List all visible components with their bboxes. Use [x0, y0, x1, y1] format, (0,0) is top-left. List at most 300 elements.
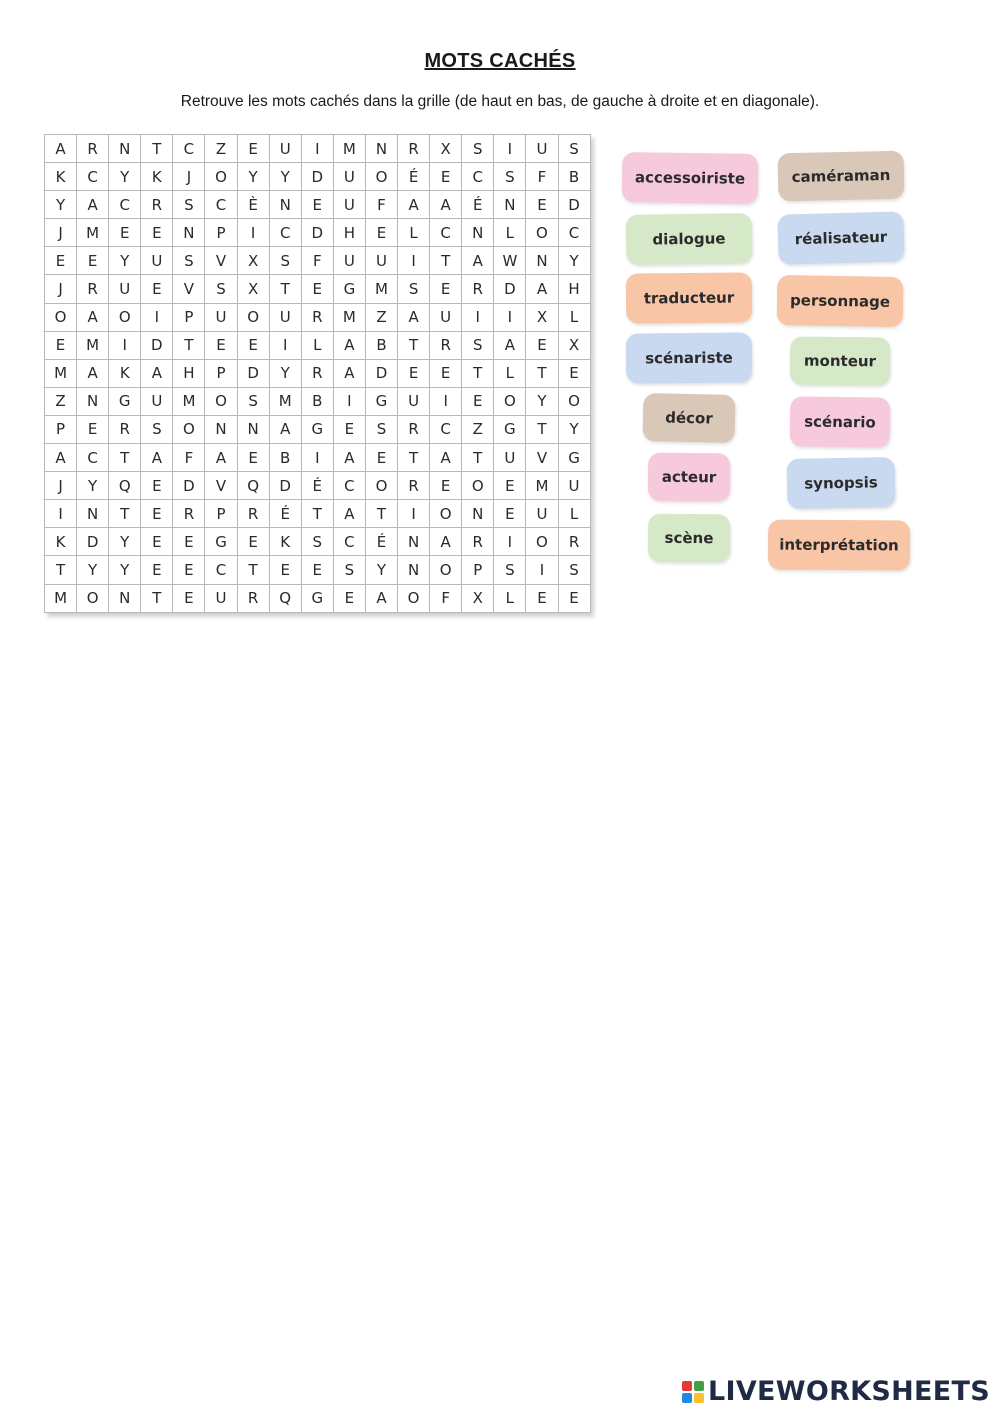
grid-cell[interactable]: K	[109, 359, 141, 387]
grid-cell[interactable]: É	[365, 528, 397, 556]
grid-cell[interactable]: Y	[558, 247, 590, 275]
grid-cell[interactable]: I	[301, 135, 333, 163]
grid-cell[interactable]: L	[494, 219, 526, 247]
grid-cell[interactable]: N	[462, 500, 494, 528]
grid-cell[interactable]: D	[77, 528, 109, 556]
grid-cell[interactable]: U	[269, 303, 301, 331]
grid-cell[interactable]: A	[77, 191, 109, 219]
grid-cell[interactable]: L	[558, 500, 590, 528]
grid-cell[interactable]: S	[398, 275, 430, 303]
grid-cell[interactable]: V	[173, 275, 205, 303]
grid-cell[interactable]: C	[430, 219, 462, 247]
grid-cell[interactable]: P	[462, 556, 494, 584]
grid-cell[interactable]: A	[77, 303, 109, 331]
grid-row	[45, 556, 591, 584]
grid-cell[interactable]: B	[558, 163, 590, 191]
grid-cell[interactable]: S	[462, 135, 494, 163]
grid-cell[interactable]: U	[333, 163, 365, 191]
grid-cell[interactable]: U	[141, 247, 173, 275]
grid-cell[interactable]: E	[77, 247, 109, 275]
grid-cell[interactable]: V	[526, 444, 558, 472]
grid-cell[interactable]: M	[526, 472, 558, 500]
grid-cell[interactable]: É	[301, 472, 333, 500]
grid-cell[interactable]: E	[141, 556, 173, 584]
grid-cell[interactable]: D	[141, 331, 173, 359]
grid-cell[interactable]: E	[430, 163, 462, 191]
grid-cell[interactable]: T	[462, 444, 494, 472]
grid-cell[interactable]: G	[494, 415, 526, 443]
grid-cell[interactable]: O	[237, 303, 269, 331]
grid-cell[interactable]: C	[430, 415, 462, 443]
grid-cell[interactable]: A	[141, 359, 173, 387]
grid-cell[interactable]: U	[109, 275, 141, 303]
grid-cell[interactable]: A	[333, 331, 365, 359]
grid-cell[interactable]: O	[430, 556, 462, 584]
grid-cell[interactable]: I	[494, 303, 526, 331]
grid-cell[interactable]: H	[558, 275, 590, 303]
grid-cell[interactable]: R	[301, 303, 333, 331]
grid-cell[interactable]: P	[205, 359, 237, 387]
grid-cell[interactable]: H	[333, 219, 365, 247]
grid-cell[interactable]: S	[205, 275, 237, 303]
grid-cell[interactable]: C	[77, 444, 109, 472]
grid-cell[interactable]: O	[45, 303, 77, 331]
grid-cell[interactable]: I	[269, 331, 301, 359]
grid-cell[interactable]: V	[205, 247, 237, 275]
grid-cell[interactable]: M	[173, 387, 205, 415]
grid-cell[interactable]: L	[494, 584, 526, 612]
grid-cell[interactable]: E	[430, 359, 462, 387]
grid-cell[interactable]: N	[109, 135, 141, 163]
grid-cell[interactable]: S	[269, 247, 301, 275]
grid-cell[interactable]: H	[173, 359, 205, 387]
grid-cell[interactable]: N	[269, 191, 301, 219]
grid-cell[interactable]: R	[237, 500, 269, 528]
grid-cell[interactable]: I	[301, 444, 333, 472]
grid-cell[interactable]: A	[462, 247, 494, 275]
grid-cell[interactable]: S	[462, 331, 494, 359]
grid-cell[interactable]: Y	[269, 163, 301, 191]
grid-cell[interactable]: E	[526, 191, 558, 219]
grid-cell[interactable]: C	[269, 219, 301, 247]
grid-cell[interactable]: P	[205, 219, 237, 247]
grid-cell[interactable]: T	[45, 556, 77, 584]
grid-cell[interactable]: J	[45, 219, 77, 247]
grid-cell[interactable]: U	[494, 444, 526, 472]
grid-cell[interactable]: T	[398, 444, 430, 472]
grid-row	[45, 135, 591, 163]
grid-cell[interactable]: I	[109, 331, 141, 359]
grid-cell[interactable]: T	[109, 500, 141, 528]
grid-cell[interactable]: U	[333, 247, 365, 275]
grid-cell[interactable]: C	[205, 191, 237, 219]
grid-cell[interactable]: N	[365, 135, 397, 163]
grid-cell[interactable]: N	[77, 500, 109, 528]
grid-cell[interactable]: S	[237, 387, 269, 415]
grid-cell[interactable]: R	[558, 528, 590, 556]
grid-cell[interactable]: B	[365, 331, 397, 359]
grid-cell[interactable]: E	[365, 219, 397, 247]
grid-cell[interactable]: X	[462, 584, 494, 612]
grid-cell[interactable]: N	[237, 415, 269, 443]
grid-cell[interactable]: Y	[109, 556, 141, 584]
grid-cell[interactable]: A	[45, 135, 77, 163]
grid-cell[interactable]: T	[173, 331, 205, 359]
grid-cell[interactable]: M	[45, 584, 77, 612]
grid-cell[interactable]: E	[430, 275, 462, 303]
grid-cell[interactable]: I	[430, 387, 462, 415]
grid-cell[interactable]: E	[430, 472, 462, 500]
grid-cell[interactable]: A	[526, 275, 558, 303]
grid-cell[interactable]: O	[109, 303, 141, 331]
grid-cell[interactable]: U	[205, 584, 237, 612]
grid-cell[interactable]: O	[205, 387, 237, 415]
grid-cell[interactable]: Y	[365, 556, 397, 584]
grid-cell[interactable]: T	[430, 247, 462, 275]
grid-cell[interactable]: D	[237, 359, 269, 387]
grid-cell[interactable]: O	[398, 584, 430, 612]
grid-cell[interactable]: A	[333, 359, 365, 387]
grid-cell[interactable]: O	[430, 500, 462, 528]
grid-cell[interactable]: J	[45, 275, 77, 303]
grid-cell[interactable]: E	[205, 331, 237, 359]
grid-cell[interactable]: U	[333, 191, 365, 219]
grid-cell[interactable]: E	[45, 331, 77, 359]
grid-cell[interactable]: N	[462, 219, 494, 247]
grid-cell[interactable]: O	[365, 163, 397, 191]
grid-cell[interactable]: R	[430, 331, 462, 359]
grid-cell[interactable]: S	[141, 415, 173, 443]
grid-cell[interactable]: D	[301, 219, 333, 247]
grid-cell[interactable]: I	[494, 528, 526, 556]
grid-cell[interactable]: O	[494, 387, 526, 415]
grid-cell[interactable]: U	[526, 500, 558, 528]
grid-cell[interactable]: E	[301, 556, 333, 584]
grid-cell[interactable]: C	[173, 135, 205, 163]
grid-cell[interactable]: A	[333, 444, 365, 472]
grid-cell[interactable]: Z	[462, 415, 494, 443]
grid-cell[interactable]: E	[45, 247, 77, 275]
word-tag-4: traducteur	[626, 272, 753, 323]
grid-cell[interactable]: Y	[269, 359, 301, 387]
grid-cell[interactable]: E	[398, 359, 430, 387]
grid-cell[interactable]: C	[558, 219, 590, 247]
grid-cell[interactable]: D	[173, 472, 205, 500]
grid-cell[interactable]: K	[45, 163, 77, 191]
grid-cell[interactable]: S	[173, 247, 205, 275]
grid-cell[interactable]: D	[301, 163, 333, 191]
grid-cell[interactable]: U	[430, 303, 462, 331]
grid-cell[interactable]: T	[526, 415, 558, 443]
grid-cell[interactable]: E	[526, 331, 558, 359]
grid-cell[interactable]: E	[141, 472, 173, 500]
grid-cell[interactable]: G	[365, 387, 397, 415]
grid-cell[interactable]: I	[333, 387, 365, 415]
grid-cell[interactable]: N	[173, 219, 205, 247]
grid-cell[interactable]: T	[269, 275, 301, 303]
grid-cell[interactable]: É	[398, 163, 430, 191]
grid-cell[interactable]: Z	[365, 303, 397, 331]
grid-cell[interactable]: I	[462, 303, 494, 331]
grid-cell[interactable]: N	[109, 584, 141, 612]
grid-cell[interactable]: E	[365, 444, 397, 472]
grid-cell[interactable]: U	[558, 472, 590, 500]
grid-cell[interactable]: Z	[45, 387, 77, 415]
grid-cell[interactable]: É	[269, 500, 301, 528]
grid-cell[interactable]: E	[141, 219, 173, 247]
grid-cell[interactable]: Y	[109, 247, 141, 275]
grid-cell[interactable]: R	[398, 135, 430, 163]
grid-cell[interactable]: E	[237, 135, 269, 163]
grid-cell[interactable]: X	[526, 303, 558, 331]
grid-cell[interactable]: I	[237, 219, 269, 247]
grid-cell[interactable]: E	[173, 528, 205, 556]
grid-cell[interactable]: A	[45, 444, 77, 472]
grid-cell[interactable]: Y	[558, 415, 590, 443]
grid-cell[interactable]: U	[398, 387, 430, 415]
grid-cell[interactable]: L	[494, 359, 526, 387]
grid-cell[interactable]: Y	[77, 556, 109, 584]
grid-cell[interactable]: X	[237, 247, 269, 275]
grid-cell[interactable]: M	[45, 359, 77, 387]
grid-row	[45, 303, 591, 331]
grid-cell[interactable]: E	[237, 444, 269, 472]
grid-cell[interactable]: C	[109, 191, 141, 219]
grid-cell[interactable]: E	[269, 556, 301, 584]
word-tag-8: décor	[643, 393, 736, 443]
grid-cell[interactable]: M	[77, 331, 109, 359]
grid-cell[interactable]: K	[141, 163, 173, 191]
grid-cell[interactable]: Q	[269, 584, 301, 612]
grid-cell[interactable]: A	[205, 444, 237, 472]
grid-cell[interactable]: K	[45, 528, 77, 556]
grid-cell[interactable]: P	[205, 500, 237, 528]
grid-cell[interactable]: M	[269, 387, 301, 415]
grid-cell[interactable]: M	[365, 275, 397, 303]
grid-cell[interactable]: E	[237, 331, 269, 359]
grid-cell[interactable]: S	[494, 556, 526, 584]
grid-cell[interactable]: T	[301, 500, 333, 528]
grid-cell[interactable]: E	[558, 359, 590, 387]
grid-cell[interactable]: Z	[205, 135, 237, 163]
grid-cell[interactable]: S	[365, 415, 397, 443]
grid-cell[interactable]: R	[398, 415, 430, 443]
grid-cell[interactable]: F	[365, 191, 397, 219]
grid-cell[interactable]: Y	[109, 528, 141, 556]
grid-cell[interactable]: O	[77, 584, 109, 612]
grid-cell[interactable]: F	[173, 444, 205, 472]
grid-cell[interactable]: T	[141, 584, 173, 612]
grid-row	[45, 444, 591, 472]
grid-cell[interactable]: I	[494, 135, 526, 163]
grid-cell[interactable]: I	[398, 247, 430, 275]
grid-cell[interactable]: U	[526, 135, 558, 163]
grid-cell[interactable]: G	[301, 415, 333, 443]
grid-cell[interactable]: S	[173, 191, 205, 219]
grid-cell[interactable]: O	[526, 219, 558, 247]
grid-cell[interactable]: C	[77, 163, 109, 191]
word-tag-9: scénario	[790, 396, 891, 447]
grid-cell[interactable]: L	[558, 303, 590, 331]
grid-cell[interactable]: C	[462, 163, 494, 191]
grid-cell[interactable]: T	[237, 556, 269, 584]
grid-cell[interactable]: O	[173, 415, 205, 443]
grid-cell[interactable]: L	[398, 219, 430, 247]
grid-cell[interactable]: I	[526, 556, 558, 584]
grid-cell[interactable]: N	[77, 387, 109, 415]
page-title: MOTS CACHÉS	[424, 50, 576, 72]
grid-cell[interactable]: M	[333, 135, 365, 163]
grid-cell[interactable]: P	[173, 303, 205, 331]
grid-cell[interactable]: Y	[45, 191, 77, 219]
grid-cell[interactable]: N	[398, 528, 430, 556]
grid-cell[interactable]: T	[109, 444, 141, 472]
grid-cell[interactable]: Y	[526, 387, 558, 415]
grid-cell[interactable]: A	[269, 415, 301, 443]
grid-cell[interactable]: M	[333, 303, 365, 331]
grid-cell[interactable]: A	[398, 191, 430, 219]
grid-cell[interactable]: I	[398, 500, 430, 528]
grid-cell[interactable]: R	[109, 415, 141, 443]
grid-cell[interactable]: O	[558, 387, 590, 415]
grid-cell[interactable]: A	[430, 191, 462, 219]
grid-cell[interactable]: E	[141, 528, 173, 556]
grid-cell[interactable]: S	[333, 556, 365, 584]
grid-cell[interactable]: T	[398, 331, 430, 359]
grid-cell[interactable]: U	[269, 135, 301, 163]
grid-cell[interactable]: E	[77, 415, 109, 443]
grid-cell[interactable]: N	[494, 191, 526, 219]
grid-cell[interactable]: E	[526, 584, 558, 612]
grid-cell[interactable]: T	[462, 359, 494, 387]
grid-cell[interactable]: K	[269, 528, 301, 556]
grid-cell[interactable]: T	[141, 135, 173, 163]
grid-cell[interactable]: C	[333, 528, 365, 556]
grid-cell[interactable]: N	[526, 247, 558, 275]
grid-cell[interactable]: Q	[109, 472, 141, 500]
grid-cell[interactable]: E	[301, 191, 333, 219]
grid-cell[interactable]: A	[333, 500, 365, 528]
grid-cell[interactable]: U	[205, 303, 237, 331]
grid-cell[interactable]: F	[430, 584, 462, 612]
grid-cell[interactable]: Y	[237, 163, 269, 191]
grid-cell[interactable]: S	[558, 135, 590, 163]
grid-cell[interactable]: M	[77, 219, 109, 247]
grid-cell[interactable]: A	[494, 331, 526, 359]
grid-cell[interactable]: I	[45, 500, 77, 528]
grid-cell[interactable]: E	[173, 584, 205, 612]
grid-cell[interactable]: G	[109, 387, 141, 415]
footer-brand	[682, 1376, 990, 1407]
grid-cell[interactable]: U	[365, 247, 397, 275]
grid-cell[interactable]: D	[494, 275, 526, 303]
grid-cell[interactable]: N	[398, 556, 430, 584]
grid-cell[interactable]: E	[333, 415, 365, 443]
grid-cell[interactable]: A	[141, 444, 173, 472]
grid-cell[interactable]: E	[333, 584, 365, 612]
grid-cell[interactable]: R	[173, 500, 205, 528]
grid-cell[interactable]: R	[462, 275, 494, 303]
grid-cell[interactable]: E	[558, 584, 590, 612]
grid-cell[interactable]: O	[365, 472, 397, 500]
grid-cell[interactable]: E	[494, 500, 526, 528]
grid-cell[interactable]: I	[141, 303, 173, 331]
grid-cell[interactable]: B	[269, 444, 301, 472]
grid-cell[interactable]: X	[558, 331, 590, 359]
grid-cell[interactable]: S	[558, 556, 590, 584]
grid-cell[interactable]: X	[430, 135, 462, 163]
grid-cell[interactable]: C	[205, 556, 237, 584]
grid-cell[interactable]: U	[141, 387, 173, 415]
grid-cell[interactable]: J	[173, 163, 205, 191]
brand-name: LIVEWORKSHEETS	[707, 1376, 990, 1407]
grid-cell[interactable]: C	[333, 472, 365, 500]
grid-cell[interactable]: Q	[237, 472, 269, 500]
grid-cell[interactable]: Y	[109, 163, 141, 191]
grid-cell[interactable]: G	[333, 275, 365, 303]
grid-cell[interactable]: N	[205, 415, 237, 443]
grid-cell[interactable]: R	[462, 528, 494, 556]
grid-cell[interactable]: V	[205, 472, 237, 500]
grid-cell[interactable]: J	[45, 472, 77, 500]
grid-cell[interactable]: S	[494, 163, 526, 191]
grid-cell[interactable]: G	[558, 444, 590, 472]
word-tag-6: scénariste	[626, 332, 752, 383]
grid-cell[interactable]: R	[237, 584, 269, 612]
grid-cell[interactable]: X	[237, 275, 269, 303]
grid-cell[interactable]: S	[301, 528, 333, 556]
grid-cell[interactable]: F	[301, 247, 333, 275]
grid-cell[interactable]: O	[526, 528, 558, 556]
grid-cell[interactable]: O	[462, 472, 494, 500]
grid-cell[interactable]: E	[462, 387, 494, 415]
grid-cell[interactable]: E	[237, 528, 269, 556]
grid-cell[interactable]: D	[269, 472, 301, 500]
grid-cell[interactable]: A	[430, 528, 462, 556]
grid-cell[interactable]: F	[526, 163, 558, 191]
grid-cell[interactable]: E	[141, 275, 173, 303]
grid-cell[interactable]: A	[77, 359, 109, 387]
grid-cell[interactable]: W	[494, 247, 526, 275]
grid-cell[interactable]: B	[301, 387, 333, 415]
grid-cell[interactable]: A	[398, 303, 430, 331]
grid-cell[interactable]: É	[462, 191, 494, 219]
grid-cell[interactable]: A	[365, 584, 397, 612]
grid-cell[interactable]: D	[365, 359, 397, 387]
grid-cell[interactable]: G	[301, 584, 333, 612]
grid-cell[interactable]: R	[141, 191, 173, 219]
grid-cell[interactable]: E	[494, 472, 526, 500]
grid-cell[interactable]: T	[526, 359, 558, 387]
grid-cell[interactable]: R	[398, 472, 430, 500]
grid-cell[interactable]: D	[558, 191, 590, 219]
grid-cell[interactable]: T	[365, 500, 397, 528]
grid-cell[interactable]: A	[430, 444, 462, 472]
grid-cell[interactable]: O	[205, 163, 237, 191]
grid-cell[interactable]: Y	[77, 472, 109, 500]
grid-cell[interactable]: R	[77, 135, 109, 163]
grid-cell[interactable]: E	[173, 556, 205, 584]
grid-cell[interactable]: E	[141, 500, 173, 528]
grid-cell[interactable]: E	[109, 219, 141, 247]
grid-cell[interactable]: È	[237, 191, 269, 219]
grid-cell[interactable]: L	[301, 331, 333, 359]
grid-cell[interactable]: E	[301, 275, 333, 303]
grid-cell[interactable]: R	[301, 359, 333, 387]
grid-cell[interactable]: R	[77, 275, 109, 303]
grid-cell[interactable]: P	[45, 415, 77, 443]
grid-cell[interactable]: G	[205, 528, 237, 556]
